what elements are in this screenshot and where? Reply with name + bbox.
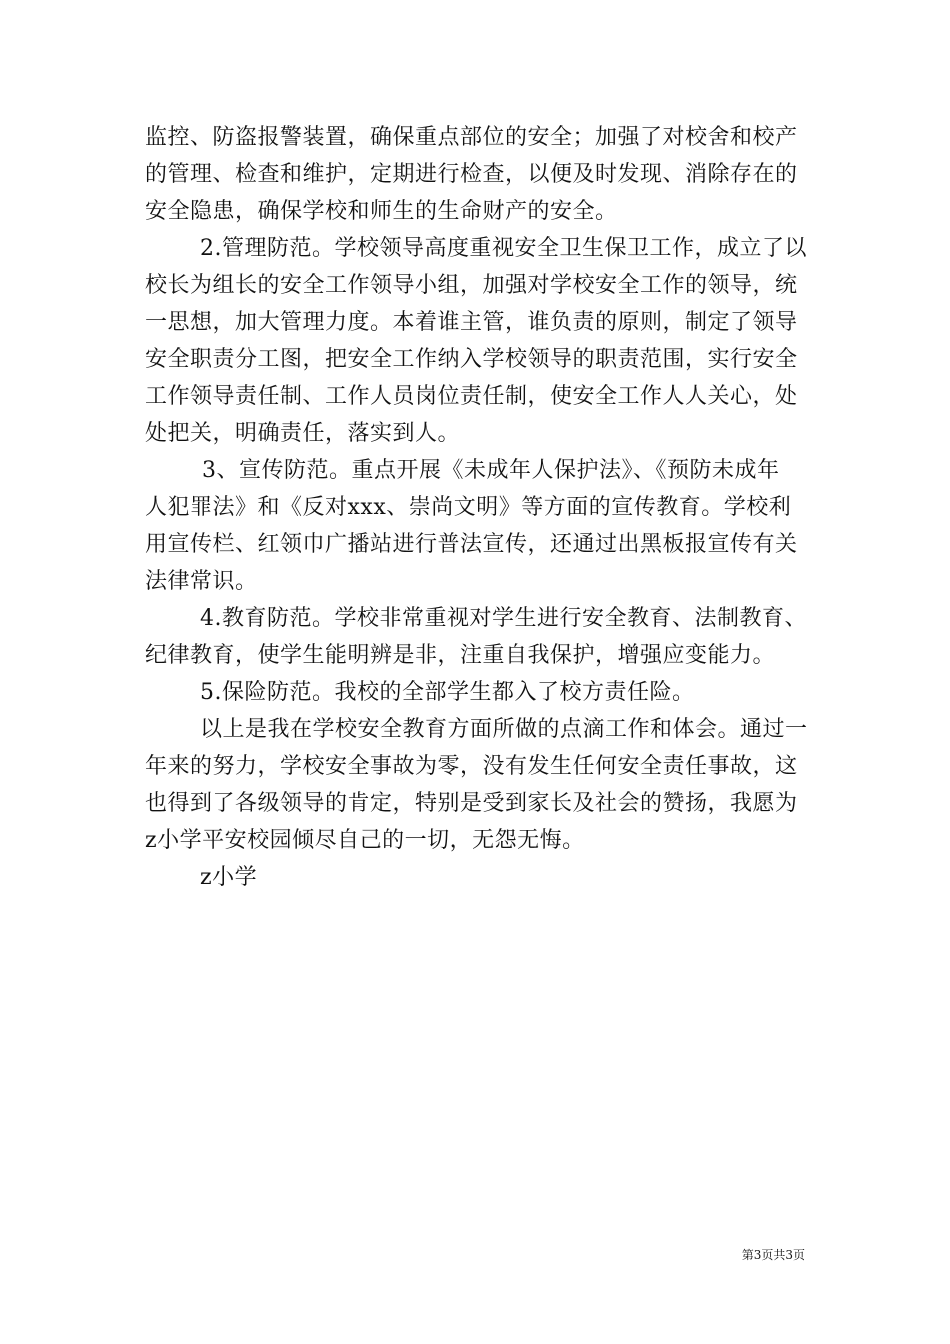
paragraph-start-line: 以上是我在学校安全教育方面所做的点滴工作和体会。通过一 <box>200 717 808 742</box>
body-line: 用宣传栏、红领巾广播站进行普法宣传，还通过出黑板报宣传有关 <box>145 532 798 557</box>
body-line: 监控、防盗报警装置，确保重点部位的安全；加强了对校舍和校产 <box>145 125 798 150</box>
paragraph-start-line: 5.保险防范。我校的全部学生都入了校方责任险。 <box>200 680 695 705</box>
body-line: 纪律教育，使学生能明辨是非，注重自我保护，增强应变能力。 <box>145 643 776 668</box>
paragraph-start-line: 2.管理防范。学校领导高度重视安全卫生保卫工作，成立了以 <box>200 236 807 261</box>
page-number: 第3页共3页 <box>741 1248 805 1262</box>
signature-line: z小学 <box>200 865 258 890</box>
body-line: 安全隐患，确保学校和师生的生命财产的安全。 <box>145 199 618 224</box>
body-line: 校长为组长的安全工作领导小组，加强对学校安全工作的领导，统 <box>145 273 798 298</box>
body-line: 法律常识。 <box>145 569 258 594</box>
body-line: 一思想，加大管理力度。本着谁主管，谁负责的原则，制定了领导 <box>145 310 798 335</box>
body-line: 人犯罪法》和《反对xxx、崇尚文明》等方面的宣传教育。学校利 <box>145 495 792 520</box>
body-line: 的管理、检查和维护，定期进行检查，以便及时发现、消除存在的 <box>145 162 798 187</box>
body-line: 也得到了各级领导的肯定，特别是受到家长及社会的赞扬，我愿为 <box>145 791 798 816</box>
paragraph-start-line: 3、宣传防范。重点开展《未成年人保护法》、《预防未成年 <box>202 458 780 483</box>
body-line: 工作领导责任制、工作人员岗位责任制，使安全工作人人关心，处 <box>145 384 798 409</box>
body-line: z小学平安校园倾尽自己的一切，无怨无悔。 <box>145 828 585 853</box>
body-line: 处把关，明确责任，落实到人。 <box>145 421 461 446</box>
body-line: 年来的努力，学校安全事故为零，没有发生任何安全责任事故，这 <box>145 754 798 779</box>
body-line: 安全职责分工图，把安全工作纳入学校领导的职责范围，实行安全 <box>145 347 798 372</box>
paragraph-start-line: 4.教育防范。学校非常重视对学生进行安全教育、法制教育、 <box>200 606 807 631</box>
